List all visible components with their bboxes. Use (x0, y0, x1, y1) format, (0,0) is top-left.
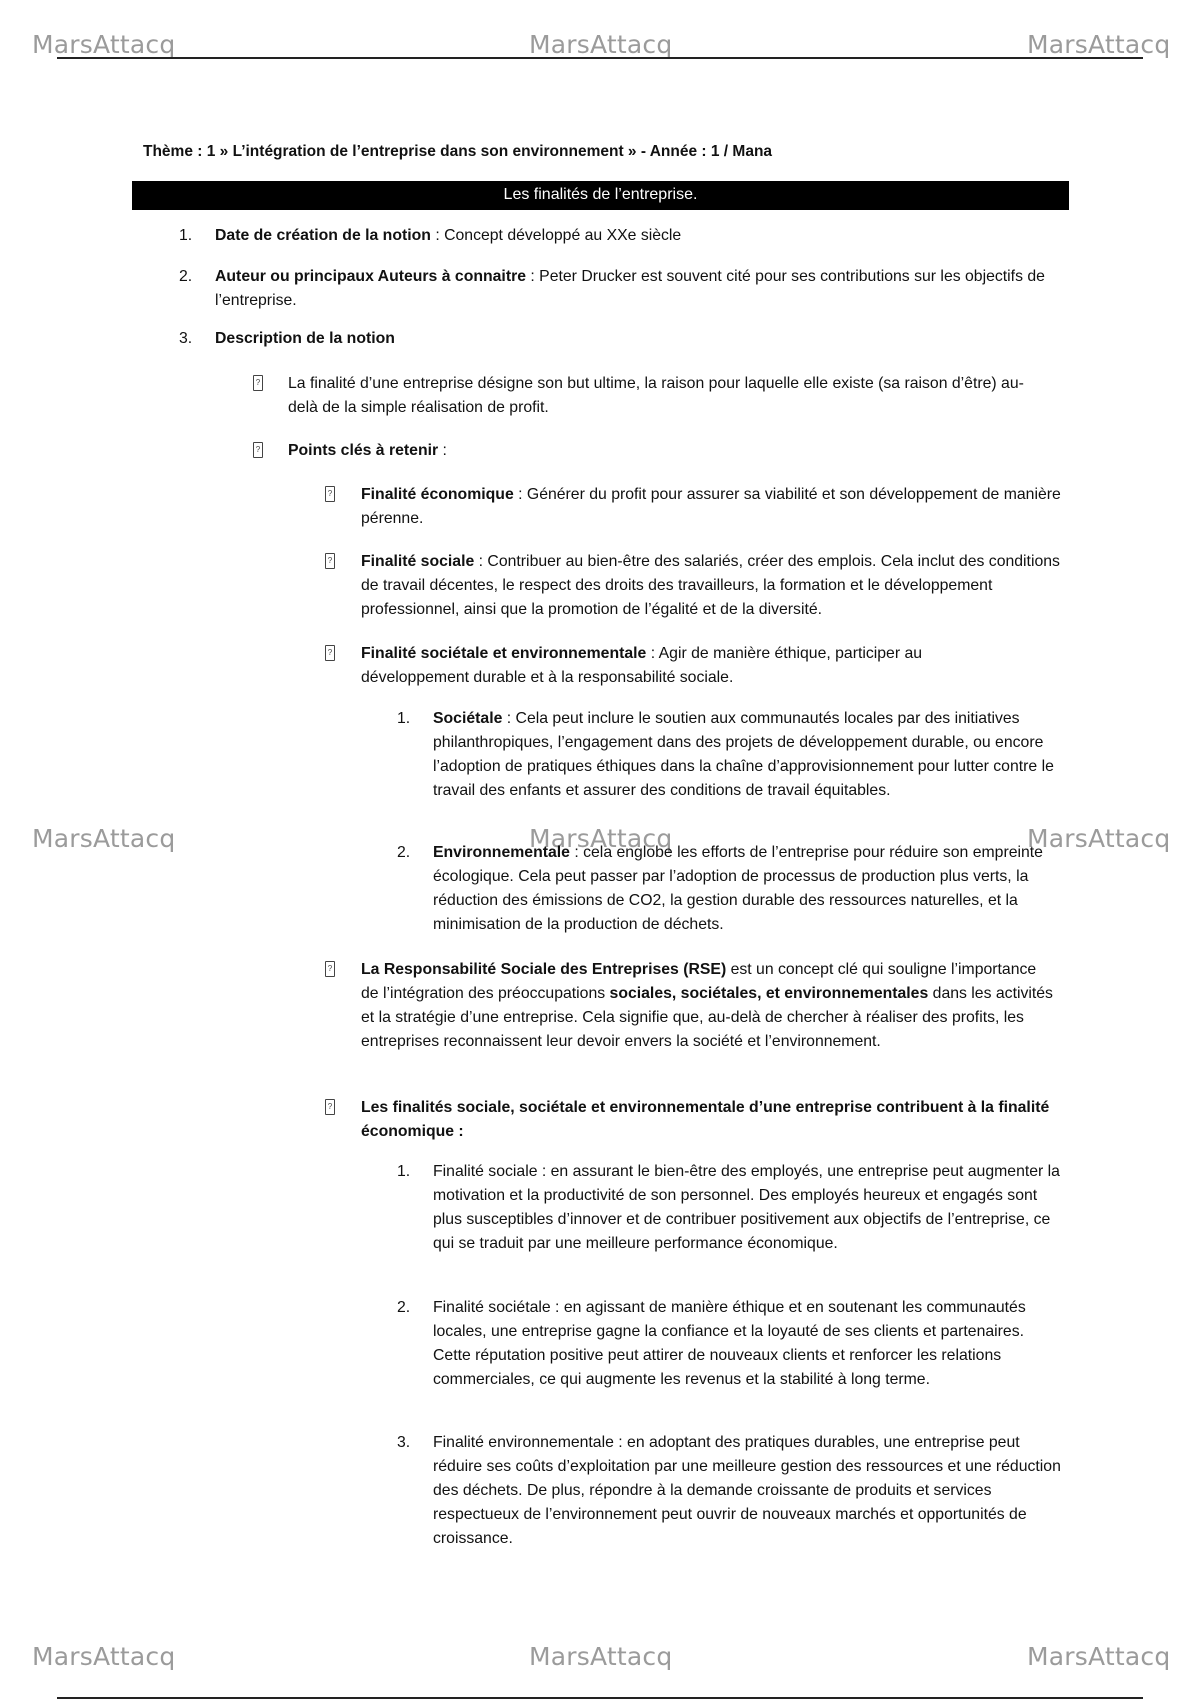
bullet-icon: ? (253, 442, 263, 458)
key-points-heading: Points clés à retenir : (288, 442, 447, 459)
watermark: MarsAttacq (529, 1642, 673, 1671)
watermark: MarsAttacq (529, 30, 673, 59)
theme-line: Thème : 1 » L’intégration de l’entreprise dans son environnement » - Année : 1 / Mana (143, 143, 773, 160)
sub-number: 2. (397, 1299, 411, 1316)
finalite-sociale: Finalité sociale : Contribuer au bien-être des salariés, créer des emplois. Cela inclut des conditions de travail décentes, le respect des droits des travailleurs, la formation et le développement professionnel, ainsi que la promotion de l’égalité et de la diversité. (361, 553, 1060, 618)
sub-number: 1. (397, 710, 411, 727)
bullet-icon: ? (325, 486, 335, 502)
watermark: MarsAttacq (32, 1642, 176, 1671)
item-label: Date de création de la notion (215, 227, 431, 244)
environnementale-item: Environnementale : cela englobe les efforts de l’entreprise pour réduire son empreinte écologique. Cela peut passer par l’adoption de processus de production plus verts, la réduction des émissions de CO2, la gestion durable des ressources naturelles, et la minimisation de la production de déchets. (433, 844, 1043, 933)
bullet-icon: ? (325, 1099, 335, 1115)
item-number: 2. (179, 268, 193, 285)
bullet-icon: ? (253, 375, 263, 391)
contribution-heading: Les finalités sociale, sociétale et environnementale d’une entreprise contribuent à la finalité économique : (361, 1099, 1050, 1140)
page-title: Les finalités de l’entreprise. (132, 181, 1069, 210)
sub-number: 1. (397, 1163, 411, 1180)
sub-number: 3. (397, 1434, 411, 1451)
item-label: Auteur ou principaux Auteurs à connaitre (215, 268, 527, 285)
contrib-sociale: Finalité sociale : en assurant le bien-être des employés, une entreprise peut augmenter la motivation et la productivité de son personnel. Des employés heureux et engagés sont plus susceptibles d’innover et de contribuer positivement aux objectifs de l’entreprise, ce qui se traduit par une meilleure performance économique. (433, 1163, 1060, 1252)
sub-number: 2. (397, 844, 411, 861)
watermark: MarsAttacq (1027, 824, 1171, 853)
watermark: MarsAttacq (1027, 30, 1171, 59)
watermark: MarsAttacq (1027, 1642, 1171, 1671)
finalite-societale-env: Finalité sociétale et environnementale : Agir de manière éthique, participer au développement durable et à la responsabilité sociale. (361, 645, 923, 686)
contrib-environnementale: Finalité environnementale : en adoptant des pratiques durables, une entreprise peut réduire ses coûts d’exploitation par une meilleure gestion des ressources et une réduction des déchets. De plus, répondre à la demande croissante de produits et services respectueux de l’environnement peut ouvrir de nouveaux marchés et opportunités de croissance. (433, 1434, 1061, 1547)
item-text: : Concept développé au XXe siècle (430, 227, 682, 244)
bullet-icon: ? (325, 645, 335, 661)
item-number: 1. (179, 227, 193, 244)
bullet-icon: ? (325, 961, 335, 977)
description-text: La finalité d’une entreprise désigne son but ultime, la raison pour laquelle elle existe (sa raison d’être) au-delà de la simple réalisation de profit. (288, 375, 1024, 416)
finalite-economique: Finalité économique : Générer du profit pour assurer sa viabilité et son développement de manière pérenne. (361, 486, 1061, 527)
item-text: : Peter Drucker est souvent cité pour ses contributions sur les objectifs de l’entreprise. (215, 268, 1045, 309)
header-rule (57, 57, 1143, 59)
watermark: MarsAttacq (32, 824, 176, 853)
watermark: MarsAttacq (529, 824, 673, 853)
watermark: MarsAttacq (32, 30, 176, 59)
footer-rule (57, 1697, 1143, 1699)
item-description (215, 327, 1055, 351)
item-creation-date (215, 224, 1055, 248)
contrib-societale: Finalité sociétale : en agissant de manière éthique et en soutenant les communautés locales, une entreprise gagne la confiance et la loyauté de ses clients et partenaires. Cette réputation positive peut attirer de nouveaux clients et renforcer les relations commerciales, ce qui augmente les revenus et la stabilité à long terme. (433, 1299, 1026, 1388)
societale-item: Sociétale : Cela peut inclure le soutien aux communautés locales par des initiatives philanthropiques, l’engagement dans des projets de développement durable, ou encore l’adoption de pratiques éthiques dans la chaîne d’approvisionnement pour lutter contre le travail des enfants et assurer des conditions de travail équitables. (433, 710, 1054, 799)
item-number: 3. (179, 330, 193, 347)
item-authors (215, 265, 1065, 313)
bullet-icon: ? (325, 553, 335, 569)
rse-paragraph: La Responsabilité Sociale des Entreprises (RSE) est un concept clé qui souligne l’importance de l’intégration des préoccupations sociales, sociétales, et environnementales dans les activités et la stratégie d’une entreprise. Cela signifie que, au-delà de chercher à réaliser des profits, les entreprises reconnaissent leur devoir envers la société et l’environnement. (361, 961, 1053, 1050)
item-label: Description de la notion (215, 330, 395, 347)
